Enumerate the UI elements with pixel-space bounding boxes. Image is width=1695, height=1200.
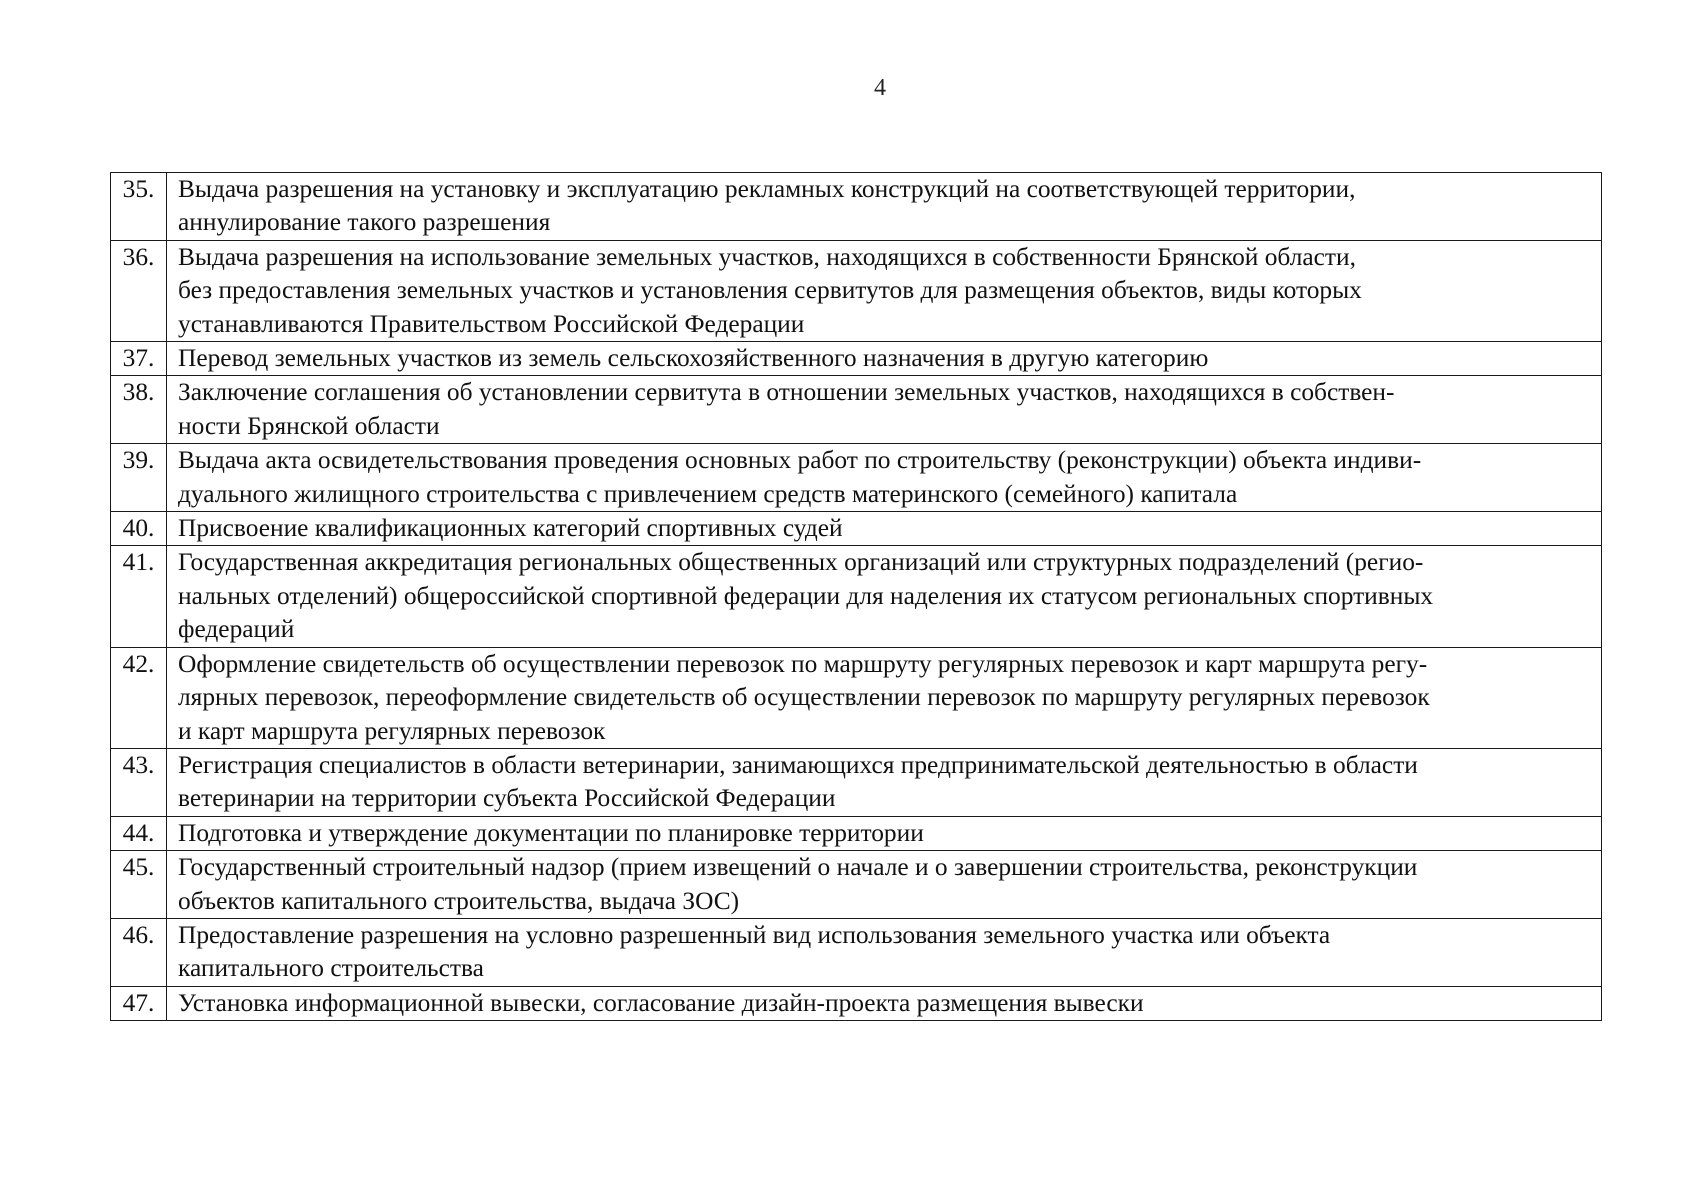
description-line: капитального строительства [178,954,484,983]
service-description [167,342,1602,376]
row-number: 44. [111,816,167,850]
description-line: лярных перевозок, переоформление свидетельств об осуществлении перевозок по маршруту регулярных перевозок [178,683,1430,712]
services-table-body [111,173,1602,1021]
service-description [167,240,1602,341]
service-description [167,748,1602,816]
description-line: Перевод земельных участков из земель сельскохозяйственного назначения в другую категорию [178,344,1209,373]
description-line: ности Брянской области [178,411,440,440]
description-line: Оформление свидетельств об осуществлении перевозок по маршруту регулярных перевозок и карт маршрута регу- [178,649,1428,678]
description-line: без предоставления земельных участков и установления сервитутов для размещения объектов, виды которых [178,276,1362,305]
row-number: 41. [111,546,167,647]
service-description [167,918,1602,986]
table-row [111,546,1602,647]
page-number: 4 [874,75,886,101]
service-description [167,173,1602,241]
services-table [110,172,1602,1021]
description-line: объектов капитального строительства, выдача ЗОС) [178,886,740,915]
description-line: федераций [178,615,295,644]
row-number: 47. [111,986,167,1020]
description-line: дуального жилищного строительства с привлечением средств материнского (семейного) капитала [178,479,1238,508]
row-number: 45. [111,851,167,919]
service-description [167,444,1602,512]
row-number: 46. [111,918,167,986]
service-description [167,851,1602,919]
description-line: Государственный строительный надзор (прием извещений о начале и о завершении строительства, реконструкции [178,853,1418,882]
table-row [111,173,1602,241]
description-line: и карт маршрута регулярных перевозок [178,716,606,745]
row-number: 42. [111,647,167,748]
table-row [111,816,1602,850]
row-number: 38. [111,376,167,444]
description-line: Регистрация специалистов в области ветеринарии, занимающихся предпринимательской деятельностью в области [178,750,1418,779]
description-line: Выдача разрешения на установку и эксплуатацию рекламных конструкций на соответствующей территории, [178,175,1356,203]
table-row [111,918,1602,986]
service-description [167,647,1602,748]
table-row [111,444,1602,512]
description-line: Заключение соглашения об установлении сервитута в отношении земельных участков, находящихся в собствен- [178,378,1395,407]
description-line: аннулирование такого разрешения [178,208,551,237]
service-description [167,986,1602,1020]
table-row [111,986,1602,1020]
description-line: Выдача акта освидетельствования проведения основных работ по строительству (реконструкции) объекта индиви- [178,446,1422,475]
row-number: 40. [111,512,167,546]
table-row [111,240,1602,341]
description-line: Установка информационной вывески, согласование дизайн-проекта размещения вывески [178,988,1144,1017]
description-line: Присвоение квалификационных категорий спортивных судей [178,514,843,543]
description-line: Выдача разрешения на использование земельных участков, находящихся в собственности Брянской области, [178,242,1356,271]
table-row [111,342,1602,376]
table-row [111,512,1602,546]
row-number: 43. [111,748,167,816]
service-description [167,816,1602,850]
service-description [167,512,1602,546]
row-number: 35. [111,173,167,241]
description-line: устанавливаются Правительством Российской Федерации [178,309,805,338]
table-row [111,647,1602,748]
table-row [111,851,1602,919]
service-description [167,376,1602,444]
description-line: Государственная аккредитация региональных общественных организаций или структурных подразделений (регио- [178,548,1424,577]
row-number: 39. [111,444,167,512]
description-line: ветеринарии на территории субъекта Российской Федерации [178,784,836,813]
description-line: Предоставление разрешения на условно разрешенный вид использования земельного участка или объекта [178,920,1331,949]
row-number: 37. [111,342,167,376]
row-number: 36. [111,240,167,341]
description-line: нальных отделений) общероссийской спортивной федерации для наделения их статусом региональных спортивных [178,581,1434,610]
description-line: Подготовка и утверждение документации по планировке территории [178,818,924,847]
table-row [111,376,1602,444]
table-row [111,748,1602,816]
service-description [167,546,1602,647]
